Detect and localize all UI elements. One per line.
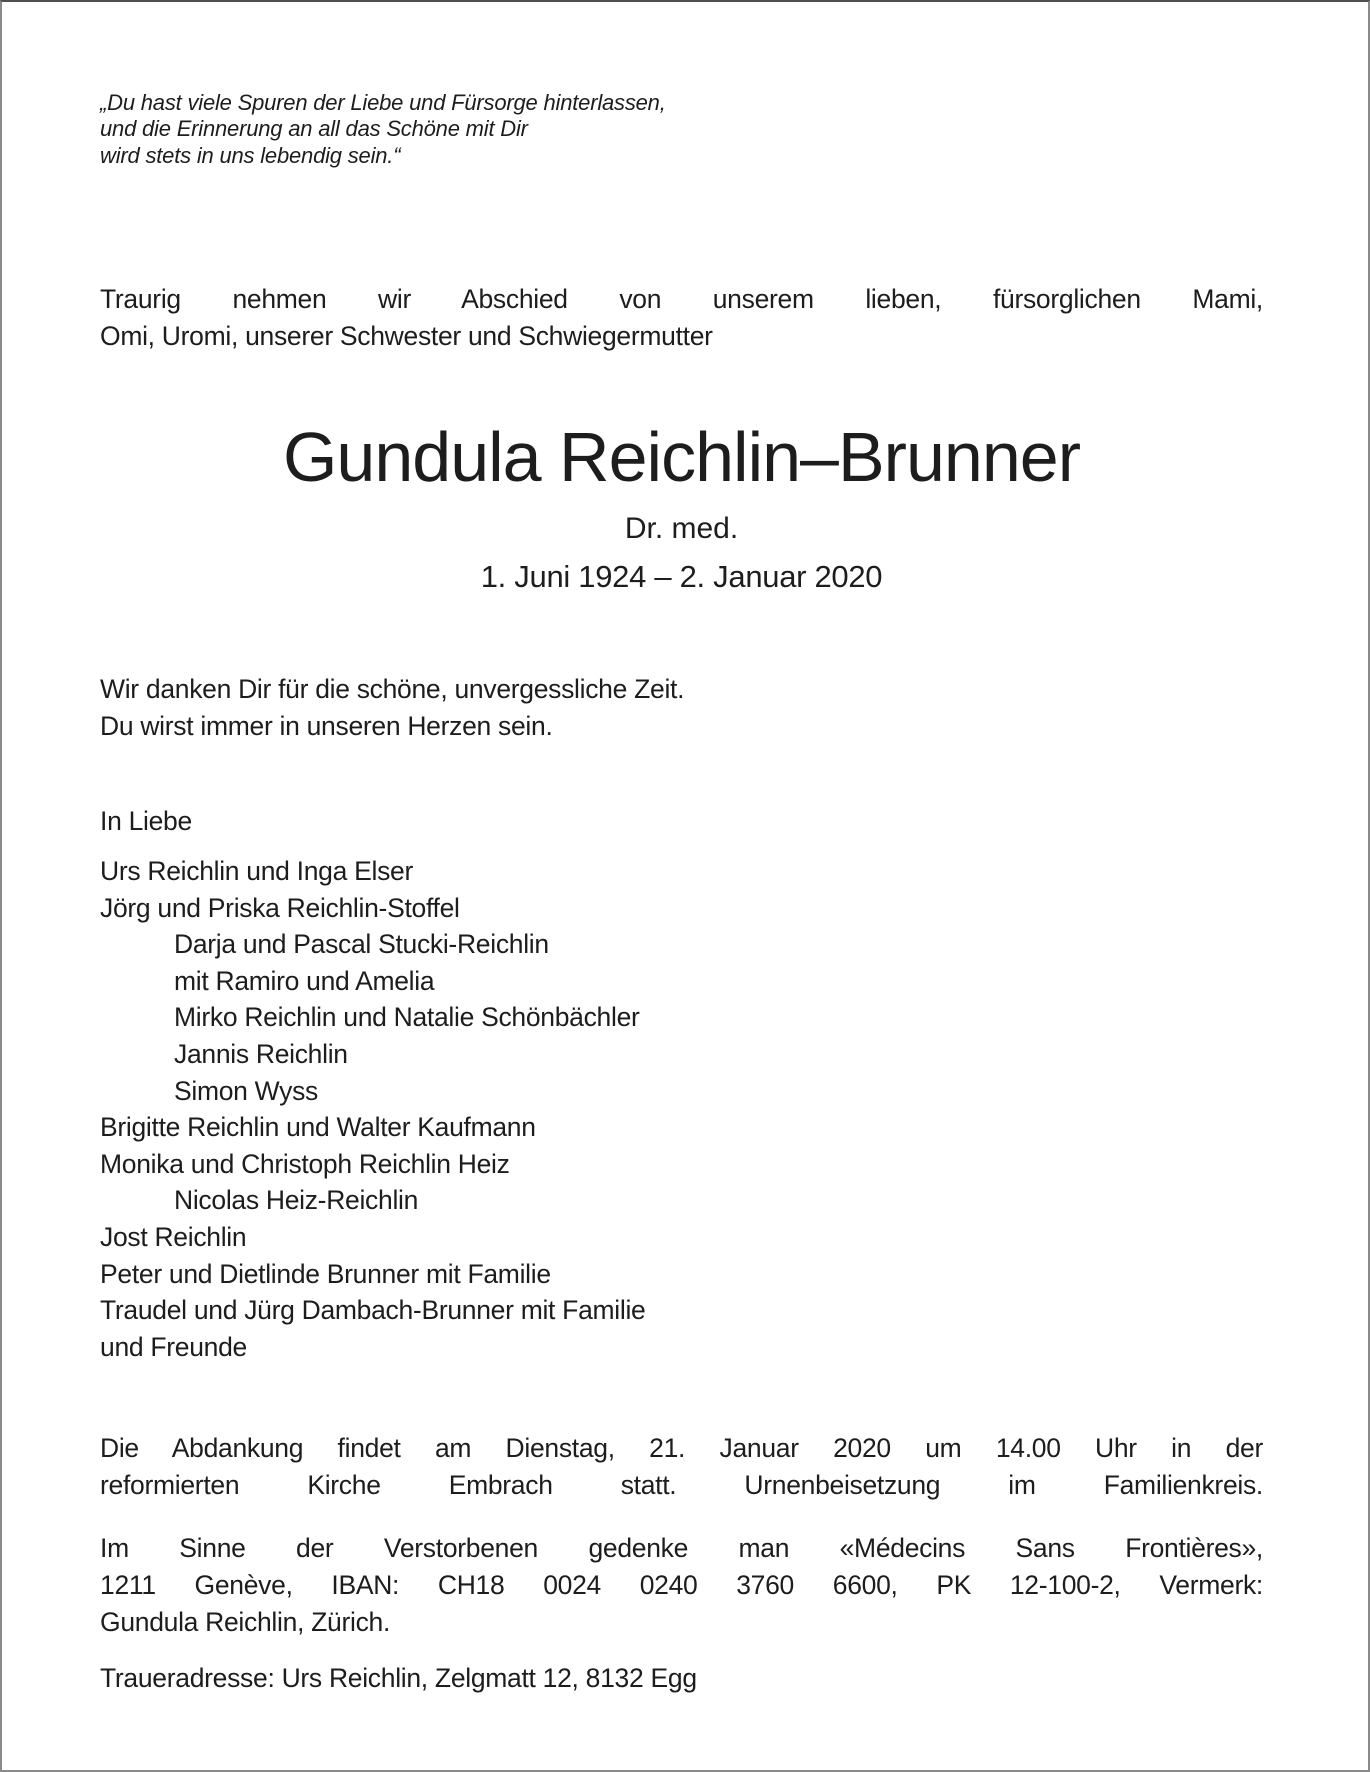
- mourning-address-text: Traueradresse: Urs Reichlin, Zelgmatt 12, 8132 Egg: [100, 1663, 697, 1693]
- memorial-quote: [100, 90, 1263, 169]
- life-dates: 1. Juni 1924 – 2. Januar 2020: [480, 559, 883, 594]
- mourner-name: Urs Reichlin und Inga Elser: [100, 856, 413, 886]
- mourner-name: Jannis Reichlin: [174, 1038, 348, 1069]
- farewell-intro: [100, 281, 1263, 355]
- funeral-info-line: Die Abdankung findet am Dienstag, 21. Januar 2020 um 14.00 Uhr in der: [100, 1433, 1263, 1463]
- mourner-name: mit Ramiro und Amelia: [174, 965, 435, 996]
- deceased-name-block: [100, 418, 1263, 496]
- quote-line: „Du hast viele Spuren der Liebe und Fürsorge hinterlassen,: [100, 90, 666, 115]
- intro-line: Omi, Uromi, unserer Schwester und Schwiegermutter: [100, 320, 713, 351]
- mourner-name: Traudel und Jürg Dambach-Brunner mit Familie: [100, 1295, 646, 1326]
- closing-salutation-text: In Liebe: [100, 806, 192, 836]
- mourning-address: [100, 1660, 1263, 1697]
- mourner-name: Mirko Reichlin und Natalie Schönbächler: [174, 1002, 640, 1033]
- academic-title: Dr. med.: [624, 512, 739, 545]
- intro-line: Traurig nehmen wir Abschied von unserem lieben, fürsorglichen Mami,: [100, 284, 1263, 314]
- mourner-name: Simon Wyss: [174, 1075, 319, 1106]
- mourner-name: Brigitte Reichlin und Walter Kaufmann: [100, 1112, 536, 1143]
- mourner-name: Peter und Dietlinde Brunner mit Familie: [100, 1258, 551, 1289]
- thanks-line: Du wirst immer in unseren Herzen sein.: [100, 710, 553, 741]
- quote-line: wird stets in uns lebendig sein.“: [100, 142, 401, 168]
- academic-title-block: [100, 511, 1263, 547]
- memorial-donation-line: 1211 Genève, IBAN: CH18 0024 0240 3760 6600, PK 12-100-2, Vermerk:: [100, 1569, 1263, 1600]
- mourner-name: Darja und Pascal Stucki-Reichlin: [174, 929, 549, 960]
- thanks-line: Wir danken Dir für die schöne, unvergessliche Zeit.: [100, 674, 685, 704]
- life-dates-block: [100, 558, 1263, 596]
- mourner-name: Nicolas Heiz-Reichlin: [174, 1185, 419, 1216]
- mourner-name: Monika und Christoph Reichlin Heiz: [100, 1148, 510, 1179]
- funeral-info-line: reformierten Kirche Embrach statt. Urnenbeisetzung im Familienkreis.: [100, 1469, 1263, 1500]
- quote-line: und die Erinnerung an all das Schöne mit Dir: [100, 116, 528, 142]
- mourners-list: [100, 853, 1263, 1365]
- thanks-message: [100, 671, 1263, 745]
- memorial-donation-info: [100, 1530, 1263, 1640]
- memorial-donation-line: Im Sinne der Verstorbenen gedenke man «Médecins Sans Frontières»,: [100, 1533, 1263, 1563]
- deceased-name: Gundula Reichlin–Brunner: [282, 418, 1081, 496]
- memorial-donation-line: Gundula Reichlin, Zürich.: [100, 1606, 391, 1637]
- closing-salutation: [100, 803, 1263, 840]
- mourner-name: und Freunde: [100, 1331, 247, 1362]
- mourner-name: Jost Reichlin: [100, 1221, 247, 1252]
- mourner-name: Jörg und Priska Reichlin-Stoffel: [100, 892, 460, 923]
- funeral-service-info: [100, 1430, 1263, 1504]
